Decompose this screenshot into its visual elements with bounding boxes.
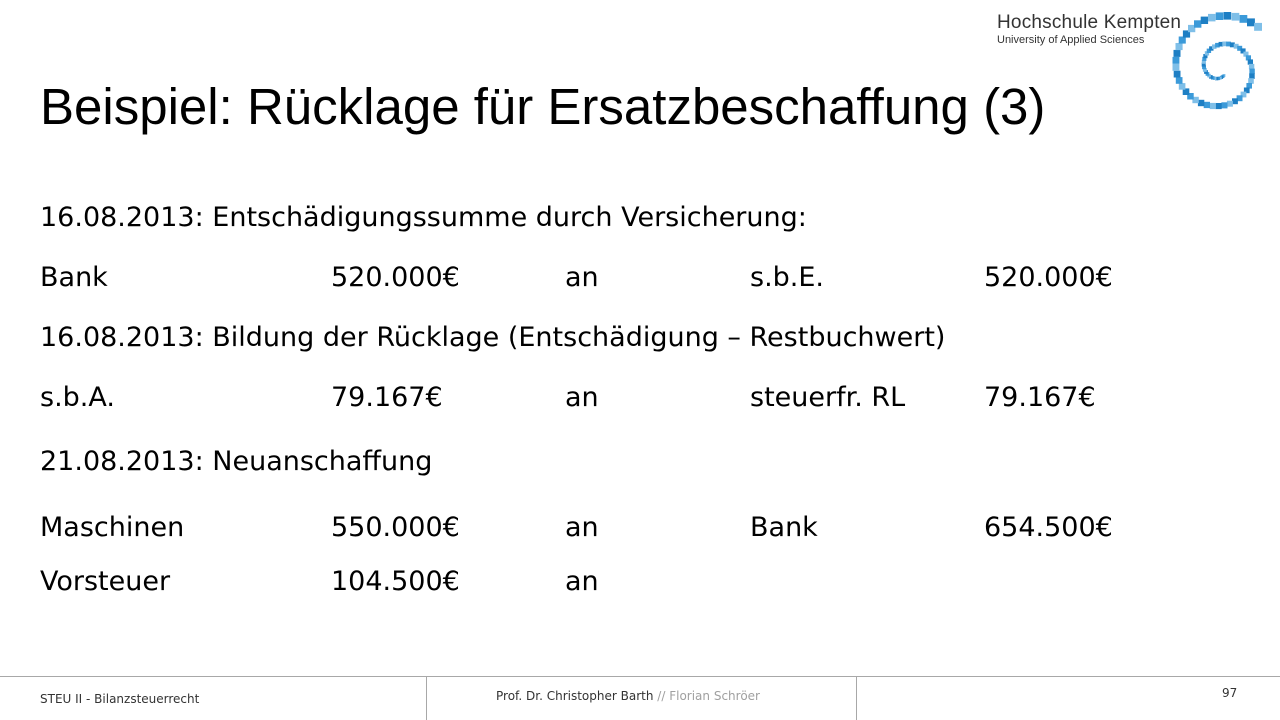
section-heading-2: 16.08.2013: Bildung der Rücklage (Entschädigung – Restbuchwert) <box>40 322 946 353</box>
footer-coauthor: Florian Schröer <box>669 689 760 703</box>
footer-divider <box>0 676 1280 677</box>
logo-square <box>1173 64 1180 71</box>
logo-square <box>1227 101 1233 107</box>
footer-authors <box>496 689 760 703</box>
logo-square <box>1216 103 1222 109</box>
booking-entry-3 <box>0 510 1200 546</box>
logo-square <box>1232 13 1240 21</box>
page-number: 97 <box>1222 686 1238 700</box>
logo-square <box>1249 73 1255 79</box>
logo-square <box>1201 17 1208 24</box>
debit-account: Vorsteuer <box>40 566 171 597</box>
logo-square <box>1247 18 1255 26</box>
section-heading-1: 16.08.2013: Entschädigungssumme durch Versicherung: <box>40 202 807 233</box>
logo-square <box>1210 103 1216 109</box>
footer-separator-left <box>426 676 427 720</box>
logo-square <box>1176 43 1183 50</box>
footer-author-separator: // <box>657 689 666 703</box>
booking-entry-1 <box>0 260 1200 296</box>
logo-square <box>1208 14 1216 22</box>
footer-author: Prof. Dr. Christopher Barth <box>496 689 654 703</box>
debit-amount: 520.000€ <box>331 262 460 293</box>
debit-amount: 104.500€ <box>331 566 460 597</box>
footer-course: STEU II - Bilanzsteuerrecht <box>40 692 200 706</box>
logo-square <box>1194 20 1201 27</box>
logo-square <box>1254 23 1262 31</box>
booking-word: an <box>565 262 599 293</box>
university-subtitle: University of Applied Sciences <box>997 34 1145 46</box>
debit-amount: 550.000€ <box>331 512 460 543</box>
credit-account: s.b.E. <box>750 262 825 293</box>
credit-account: Bank <box>750 512 818 543</box>
logo-square <box>1248 78 1254 84</box>
credit-amount: 79.167€ <box>984 382 1096 413</box>
logo-square <box>1249 69 1254 74</box>
section-heading-3: 21.08.2013: Neuanschaffung <box>40 446 433 477</box>
credit-amount: 654.500€ <box>984 512 1113 543</box>
logo-square <box>1204 102 1210 108</box>
logo-square <box>1198 100 1204 106</box>
logo-square <box>1224 12 1232 20</box>
booking-word: an <box>565 512 599 543</box>
booking-entry-4 <box>0 564 1200 600</box>
logo-square <box>1174 50 1181 57</box>
logo-square <box>1240 15 1248 23</box>
debit-account: Bank <box>40 262 108 293</box>
logo-square <box>1249 64 1254 69</box>
debit-amount: 79.167€ <box>331 382 443 413</box>
logo-square <box>1221 102 1227 108</box>
footer-separator-right <box>856 676 857 720</box>
logo-square <box>1173 57 1180 64</box>
logo-square <box>1179 83 1186 90</box>
university-logo-text <box>997 12 1181 47</box>
logo-square <box>1176 77 1183 84</box>
slide-title: Beispiel: Rücklage für Ersatzbeschaffung (3) <box>40 78 1046 135</box>
debit-account: Maschinen <box>40 512 185 543</box>
logo-square <box>1216 12 1224 20</box>
logo-square <box>1174 71 1181 78</box>
booking-word: an <box>565 566 599 597</box>
credit-account: steuerfr. RL <box>750 382 906 413</box>
booking-word: an <box>565 382 599 413</box>
debit-account: s.b.A. <box>40 382 115 413</box>
credit-amount: 520.000€ <box>984 262 1113 293</box>
university-logo-icon <box>1165 6 1277 124</box>
university-name: Hochschule Kempten <box>997 12 1182 33</box>
booking-entry-2 <box>0 380 1200 416</box>
